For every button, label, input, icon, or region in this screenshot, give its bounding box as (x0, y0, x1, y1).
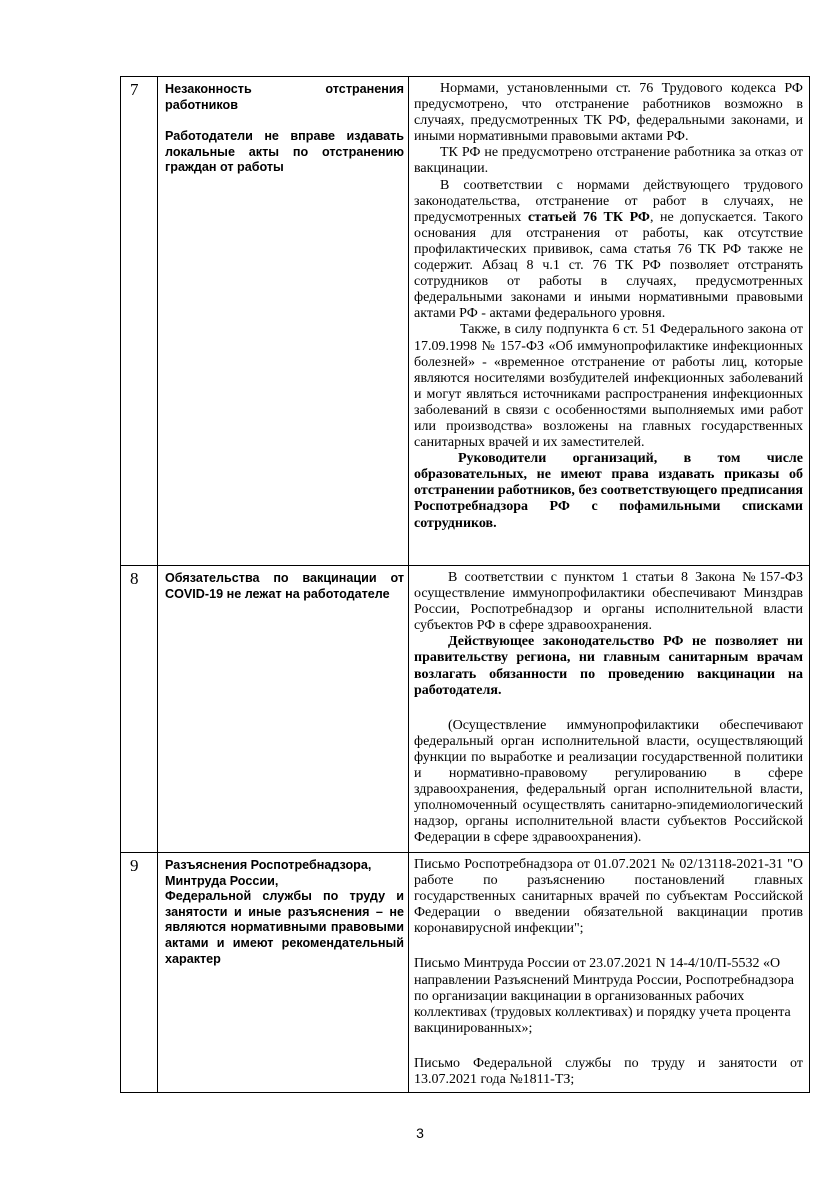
paragraph: Нормами, установленными ст. 76 Трудового кодекса РФ предусмотрено, что отстранение работников возможно в случаях, предусмотренных ТК РФ, федеральными законами, и иными нормативными правовыми актами РФ. (414, 81, 803, 145)
paragraph: ТК РФ не предусмотрено отстранение работника за отказ от вакцинации. (414, 145, 803, 177)
row-content-cell (409, 566, 810, 853)
emphasis-paragraph: Руководители организаций, в том числе образовательных, не имеют права издавать приказы об отстранении работников, без соответствующего предписания Роспотребнадзора РФ с пофамильными списками сотрудников. (414, 451, 803, 531)
row-content-cell (409, 853, 810, 1093)
row-heading-cell (158, 853, 409, 1093)
page-number: 3 (416, 1125, 424, 1141)
article-reference: статьей 76 ТК РФ (527, 209, 650, 225)
table-row (121, 77, 810, 566)
row-title: Незаконность отстранения работников (165, 82, 404, 112)
paragraph: Также, в силу подпункта 6 ст. 51 Федерального закона от 17.09.1998 № 157-ФЗ «Об иммунопрофилактике инфекционных болезней» - «временное отстранение от работы лиц, которые являются носителями возбудителей инфекционных заболеваний и могут являться источниками распространения инфекционных заболеваний в связи с особенностями выполняемых ими работ или производства» возложены на главных государственных санитарных врачей и их заместителей. (414, 322, 803, 451)
table-row (121, 566, 810, 853)
row-number: 8 (121, 566, 158, 853)
row-title-line: Разъяснения Роспотребнадзора, (165, 858, 372, 872)
paragraph-text: В соответствии с нормами действующего трудового законодательства, отстранение от работ в случаях, не предусмотренных (414, 177, 803, 225)
row-heading-cell (158, 566, 409, 853)
reference-letter: Письмо Минтруда России от 23.07.2021 N 14-4/10/П-5532 «О направлении Разъяснений Минтруда России, Роспотребнадзора по организации вакцинации в организованных рабочих коллективах (трудовых коллективах) и порядку учета процента вакцинированных»; (414, 956, 794, 1036)
paragraph: В соответствии с пунктом 1 статьи 8 Закона №157-ФЗ осуществление иммунопрофилактики обеспечивают Минздрав России, Роспотребнадзор и органы исполнительной власти субъектов РФ в сфере здравоохранения. (414, 570, 803, 634)
row-title-line: Минтруда России, (165, 873, 279, 888)
document-table (120, 76, 810, 1093)
table-row (121, 853, 810, 1093)
row-title: Федеральной службы по труду и занятости и иные разъяснения – не являются нормативными правовыми актами и имеют рекомендательный характер (165, 889, 404, 966)
reference-letter: Письмо Федеральной службы по труду и занятости от 13.07.2021 года №1811-ТЗ; (414, 1055, 803, 1088)
row-heading-cell (158, 77, 409, 566)
paragraph-text: , не допускается. Такого основания для отстранения от работы, как отсутствие профилактических прививок, сама статья 76 ТК РФ также не содержит. Абзац 8 ч.1 ст. 76 ТК РФ позволяет отстранять сотрудников от работы в случаях, предусмотренных федеральными законами и иными нормативными правовыми актами РФ - актами федерального уровня. (414, 209, 803, 322)
reference-letter: Письмо Роспотребнадзора от 01.07.2021 № 02/13118-2021-31 "О работе по разъяснению постановлений главных государственных санитарных врачей по субъектам Российской Федерации о введении обязательной вакцинации против коронавирусной инфекции"; (414, 857, 803, 937)
row-title: Обязательства по вакцинации от COVID-19 не лежат на работодателе (165, 571, 404, 601)
paragraph (414, 178, 803, 323)
row-subtitle: Работодатели не вправе издавать локальные акты по отстранению граждан от работы (165, 129, 404, 175)
row-number: 7 (121, 77, 158, 566)
row-content-cell (409, 77, 810, 566)
emphasis-paragraph: Действующее законодательство РФ не позволяет ни правительству региона, ни главным санитарным врачам возлагать обязанности по проведению вакцинации на работодателя. (414, 634, 803, 698)
row-number: 9 (121, 853, 158, 1093)
paragraph: (Осуществление иммунопрофилактики обеспечивают федеральный орган исполнительной власти, осуществляющий функции по выработке и реализации государственной политики и нормативно-правовому регулированию в сфере здравоохранения, федеральный орган исполнительной власти, уполномоченный осуществлять санитарно-эпидемиологический надзор, органы исполнительной власти субъектов Российской Федерации в сфере здравоохранения). (414, 717, 803, 846)
